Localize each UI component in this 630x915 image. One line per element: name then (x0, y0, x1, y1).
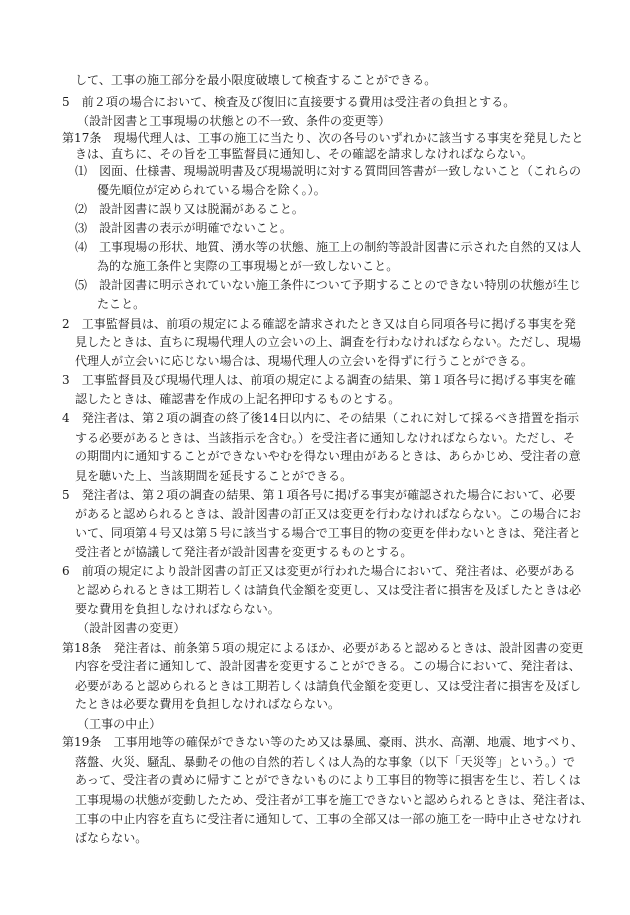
text-line: 工事の中止内容を直ちに受注者に通知して、工事の全部又は一部の施工を一時中止させなけれ (75, 811, 581, 826)
text-line: 優先順位が定められている場合を除く。）。 (97, 182, 326, 197)
text-line: 代理人が立会いに応じない場合は、現場代理人の立会いを得ずに行うことができる。 (75, 353, 533, 368)
text-line: （工事の中止） (77, 716, 162, 731)
text-line: 5 前２項の場合において、検査及び復旧に直接要する費用は受注者の負担とする。 (62, 94, 516, 109)
text-line: 第18条 発注者は、前条第５項の規定によるほか、必要があると認めるときは、設計図書の変更 (62, 640, 584, 655)
text-line: 為的な施工条件と実際の工事現場とが一致しないこと。 (97, 259, 399, 274)
text-line: の期間内に通知することができないやむを得ない理由があるときは、あらかじめ、受注者の意 (75, 449, 581, 464)
text-line: ⑸ 設計図書に明示されていない施工条件について予期することのできない特別の状態が生じ (75, 277, 581, 292)
text-line: 3 工事監督員及び現場代理人は、前項の規定による調査の結果、第１項各号に掲げる事実を確 (62, 373, 576, 388)
text-line: 受注者とが協議して発注者が設計図書を変更するものとする。 (75, 545, 413, 560)
text-line: ばならない。 (75, 831, 148, 845)
text-line: 内容を受注者に通知して、設計図書を変更することができる。この場合において、発注者は、 (75, 659, 581, 674)
text-line: （設計図書の変更） (77, 621, 186, 636)
text-line: して、工事の施工部分を最小限度破壊して検査することができる。 (75, 73, 437, 87)
text-line: ⑴ 図面、仕様書、現場説明書及び現場説明に対する質問回答書が一致しないこと（これらの (75, 163, 582, 178)
text-line: ⑵ 設計図書に誤り又は脱漏があること。 (75, 201, 304, 216)
text-line: があると認められるときは、設計図書の訂正又は変更を行わなければならない。この場合にお (75, 506, 582, 521)
text-line: ⑶ 設計図書の表示が明確でないこと。 (75, 221, 292, 236)
text-line: 認したときは、確認書を作成の上記名押印するものとする。 (75, 391, 401, 406)
text-line: 見を聴いた上、当該期間を延長することができる。 (75, 468, 353, 483)
text-line: と認められるときは工期若しくは請負代金額を変更し、又は受注者に損害を及ぼしたときは必 (75, 583, 582, 598)
text-line: 5 発注者は、第２項の調査の結果、第１項各号に掲げる事実が確認された場合において、必要 (62, 487, 576, 502)
text-line: 必要があると認められるときは工期若しくは請負代金額を変更し、又は受注者に損害を及ぼし (75, 678, 582, 693)
text-line: 第17条 現場代理人は、工事の施工に当たり、次の各号のいずれかに該当する事実を発見したと (62, 130, 584, 145)
text-line: いて、同項第４号又は第５号に該当する場合で工事目的物の変更を伴わないときは、発注者と (75, 525, 581, 540)
text-line: する必要があるときは、当該指示を含む。）を受注者に通知しなければならない。ただし、そ (75, 430, 576, 445)
text-line: （設計図書と工事現場の状態との不一致、条件の変更等） (77, 114, 391, 129)
text-line: 4 発注者は、第２項の調査の終了後14日以内に、その結果（これに対して採るべき措置を指示 (62, 411, 580, 426)
text-line: ⑷ 工事現場の形状、地質、湧水等の状態、施工上の制約等設計図書に示された自然的又は人 (75, 239, 582, 254)
text-line: たときは必要な費用を負担しなければならない。 (75, 697, 341, 712)
text-line: 工事現場の状態が変動したため、受注者が工事を施工できないと認められるときは、発注者は、 (75, 792, 593, 807)
text-line: きは、直ちに、その旨を工事監督員に通知し、その確認を請求しなければならない。 (75, 147, 533, 162)
text-line: 2 工事監督員は、前項の規定による確認を請求されたとき又は自ら同項各号に掲げる事実を発 (62, 316, 576, 331)
text-line: あって、受注者の責めに帰すことができないものにより工事目的物等に損害を生じ、若しくは (75, 773, 581, 788)
text-line: 第19条 工事用地等の確保ができない等のため又は暴風、豪雨、洪水、高潮、地震、地すべり、 (62, 735, 584, 750)
text-line: 落盤、火災、騒乱、暴動その他の自然的若しくは人為的な事象（以下「天災等」という。）で (75, 754, 576, 769)
text-line: 6 前項の規定により設計図書の訂正又は変更が行われた場合において、発注者は、必要がある (62, 563, 576, 578)
text-line: たこと。 (97, 297, 146, 312)
text-line: 見したときは、直ちに現場代理人の立会いの上、調査を行わなければならない。ただし、現場 (75, 335, 582, 350)
text-line: 要な費用を負担しなければならない。 (75, 601, 280, 616)
